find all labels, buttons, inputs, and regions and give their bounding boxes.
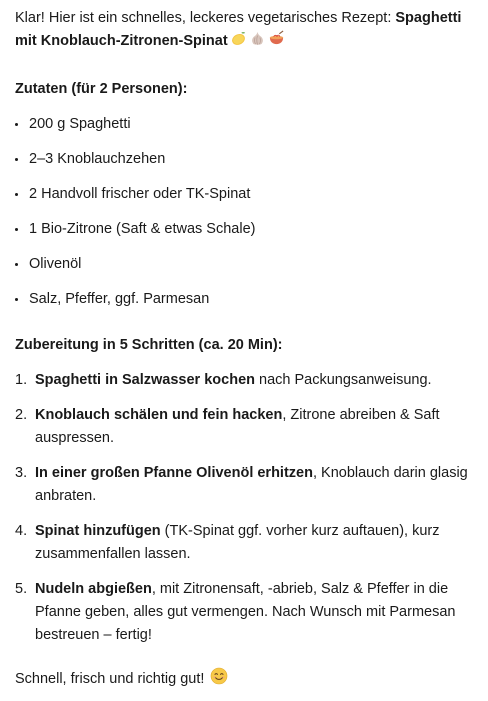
step-number: 5. [15,581,28,597]
ingredient-text: Salz, Pfeffer, ggf. Parmesan [29,291,210,307]
ingredient-text: 1 Bio-Zitrone (Saft & etwas Schale) [29,221,256,237]
outro-paragraph [15,667,475,691]
step-item [15,404,475,450]
step-number: 3. [15,465,28,481]
list-item [15,253,475,276]
step-text: (TK-Spinat ggf. vorher kurz auftauen), kurz zusammenfallen lassen. [35,523,440,562]
step-item [15,369,475,392]
step-item [15,520,475,566]
steps-list [15,369,475,647]
step-number: 1. [15,372,28,388]
ingredients-list [15,113,475,311]
list-item [15,218,475,241]
bowl-icon [268,30,285,47]
assistant-message [15,7,475,691]
bullet [15,123,18,126]
outro-text: Schnell, frisch und richtig gut! [15,671,209,687]
smiling-face-icon [210,667,228,685]
intro-paragraph [15,7,475,53]
recipe-title: Spaghetti mit Knoblauch-Zitronen-Spinat [15,10,462,49]
bullet [15,158,18,161]
lemon-icon [230,30,247,47]
step-bold-text: Knoblauch schälen und fein hacken [35,407,283,423]
list-item [15,288,475,311]
intro-text: Klar! Hier ist ein schnelles, leckeres vegetarisches Rezept: [15,10,396,26]
step-number: 4. [15,523,28,539]
ingredient-text: 2–3 Knoblauchzehen [29,151,166,167]
list-item [15,148,475,171]
step-bold-text: Spinat hinzufügen [35,523,161,539]
ingredient-text: 2 Handvoll frischer oder TK-Spinat [29,186,251,202]
step-bold-text: Nudeln abgießen [35,581,152,597]
bullet [15,298,18,301]
step-number: 2. [15,407,28,423]
bullet [15,263,18,266]
list-item [15,113,475,136]
step-text: , Knoblauch darin glasig anbraten. [35,465,468,504]
list-item [15,183,475,206]
ingredient-text: 200 g Spaghetti [29,116,131,132]
step-bold-text: Spaghetti in Salzwasser kochen [35,372,255,388]
bullet [15,228,18,231]
ingredient-text: Olivenöl [29,256,82,272]
step-text: , Zitrone abreiben & Saft auspressen. [35,407,440,446]
garlic-icon [249,30,266,47]
step-item [15,462,475,508]
steps-heading: Zubereitung in 5 Schritten (ca. 20 Min): [15,337,283,353]
step-text: , mit Zitronensaft, -abrieb, Salz & Pfeffer in die Pfanne geben, alles gut vermengen. Nach Wunsch mit Parmesan bestreuen – fertig! [35,581,456,643]
step-item [15,578,475,647]
step-text: nach Packungsanweisung. [255,372,432,388]
step-bold-text: In einer großen Pfanne Olivenöl erhitzen [35,465,313,481]
bullet [15,193,18,196]
ingredients-heading: Zutaten (für 2 Personen): [15,81,188,97]
